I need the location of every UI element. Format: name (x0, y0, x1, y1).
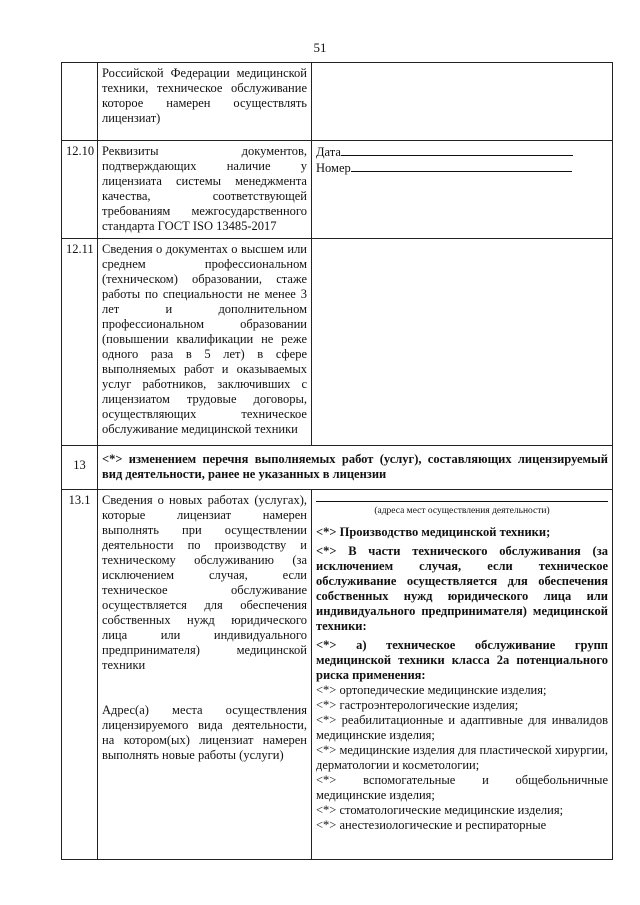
row-number (62, 63, 98, 141)
date-label: Дата (316, 145, 341, 159)
page-number: 51 (313, 40, 327, 55)
row-description: Российской Федерации медицинской техники, техническое обслуживание которое намерен осуществлять лицензиат) (98, 63, 312, 141)
production-option[interactable]: <*> Производство медицинской техники; (316, 525, 551, 539)
number-label: Номер (316, 161, 351, 175)
table-row (62, 141, 613, 239)
table-row (62, 446, 613, 490)
address-caption: (адреса мест осуществления деятельности) (374, 506, 550, 516)
section-heading: <*> изменением перечня выполняемых работ (услуг), составляющих лицензируемый вид деятельности, ранее не указанных в лицензии (98, 446, 613, 490)
row-number: 12.10 (62, 141, 98, 239)
address-input-line[interactable] (316, 493, 608, 502)
class-2a-option[interactable]: <*> а) техническое обслуживание групп медицинской техники класса 2а потенциального риска применения: (316, 638, 608, 682)
row-value-field[interactable] (312, 63, 613, 141)
row-description: Сведения о документах о высшем или среднем профессиональном (техническом) образовании, стаже работы по специальности не менее 3 лет и дополнительном профессиональном образовании (повышении квалификации не реже одного раза в 5 лет) в сфере выполняемых работ и оказываемых услуг работников, заключивших с лицензиатом трудовые договоры, осуществляющих техническое обслуживание медицинской техники (98, 239, 312, 446)
table-row (62, 490, 613, 860)
row-value-field (312, 490, 613, 860)
list-item[interactable]: <*> реабилитационные и адаптивные для инвалидов медицинские изделия; (316, 713, 608, 742)
row-value-field (312, 141, 613, 239)
list-item[interactable]: <*> вспомогательные и общебольничные медицинские изделия; (316, 773, 608, 802)
row-number: 13 (62, 446, 98, 490)
list-item[interactable]: <*> гастроэнтерологические изделия; (316, 698, 519, 712)
number-field[interactable] (316, 160, 608, 176)
maintenance-option[interactable]: <*> В части технического обслуживания (за исключением случая, если техническое обслуживание осуществляется для обеспечения собственных нужд юридического лица или индивидуального предпринимателя) медицинской техники: (316, 544, 608, 633)
license-form-table (61, 62, 613, 860)
list-item[interactable]: <*> ортопедические медицинские изделия; (316, 683, 547, 697)
list-item[interactable]: <*> анестезиологические и респираторные (316, 818, 547, 832)
row-description: Сведения о новых работах (услугах), которые лицензиат намерен выполнять при осуществлении деятельности по производству и техническому обслуживанию (за исключением случая, если техническое обслуживание осуществляется для обеспечения собственных нужд юридического лица или индивидуального предпринимателя) медицинской техники (102, 493, 307, 672)
row-number: 13.1 (62, 490, 98, 860)
list-item[interactable]: <*> медицинские изделия для пластической хирургии, дерматологии и косметологии; (316, 743, 608, 772)
row-number: 12.11 (62, 239, 98, 446)
row-description-cell (98, 490, 312, 860)
date-field[interactable] (316, 144, 608, 160)
table-row (62, 239, 613, 446)
row-description: Реквизиты документов, подтверждающих наличие у лицензиата системы менеджмента качества, соответствующей требованиям межгосударственного стандарта ГОСТ ISO 13485-2017 (98, 141, 312, 239)
row-value-field[interactable] (312, 239, 613, 446)
table-row (62, 63, 613, 141)
list-item[interactable]: <*> стоматологические медицинские изделия; (316, 803, 564, 817)
address-description: Адрес(а) места осуществления лицензируемого вида деятельности, на котором(ых) лицензиат намерен выполнять новые работы (услуги) (102, 703, 307, 762)
